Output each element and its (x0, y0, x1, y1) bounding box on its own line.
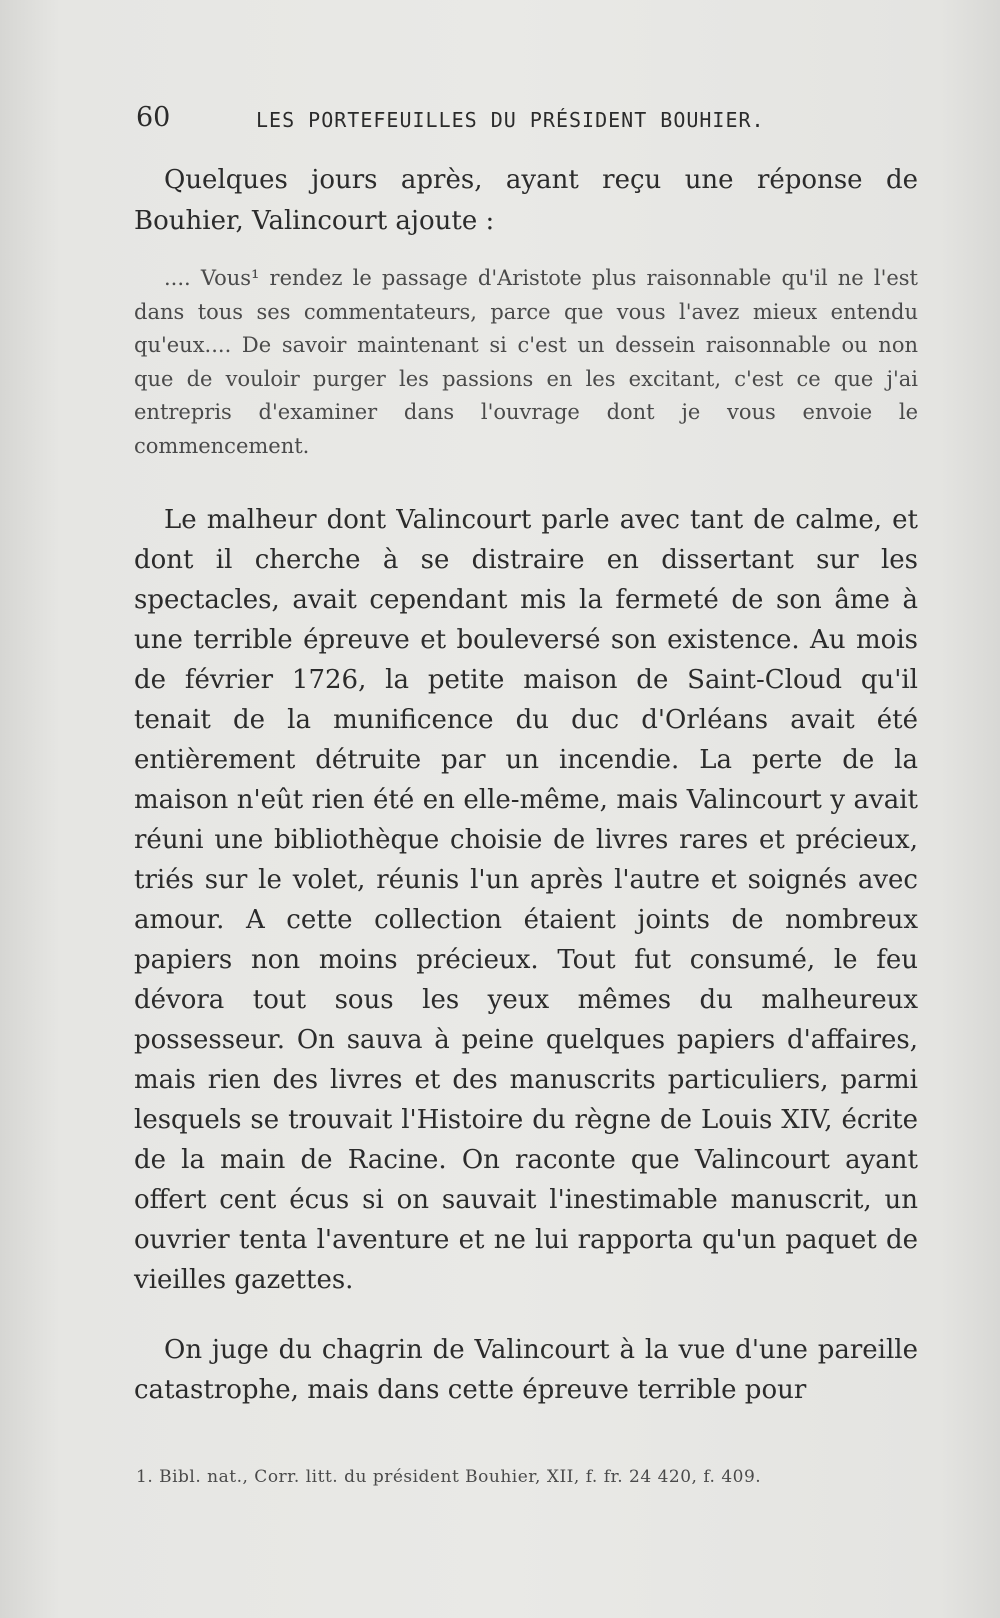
closing-paragraph: On juge du chagrin de Valincourt à la vue d'une pareille catastrophe, mais dans cette épreuve terrible pour (134, 1335, 918, 1405)
quoted-letter-excerpt: .... Vous¹ rendez le passage d'Aristote plus raisonnable qu'il ne l'est dans tous ses commentateurs, parce que vous l'avez mieux entendu qu'eux.... De savoir maintenant si c'est un dessein raisonnable ou non que de vouloir purger les passions en les excitant, c'est ce que j'ai entrepris d'examiner dans l'ouvrage dont je vous envoie le commencement. (134, 266, 918, 458)
footnote: 1. Bibl. nat., Corr. litt. du président Bouhier, XII, f. fr. 24 420, f. 409. (136, 1467, 762, 1487)
intro-paragraph: Quelques jours après, ayant reçu une réponse de Bouhier, Valincourt ajoute : (134, 165, 918, 236)
running-title: LES PORTEFEUILLES DU PRÉSIDENT BOUHIER. (256, 108, 765, 132)
page-number: 60 (136, 102, 171, 133)
main-paragraph: Le malheur dont Valincourt parle avec tant de calme, et dont il cherche à se distraire en dissertant sur les spectacles, avait cependant mis la fermeté de son âme à une terrible épreuve et bouleversé son existence. Au mois de février 1726, la petite maison de Saint-Cloud qu'il tenait de la munificence du duc d'Orléans avait été entièrement détruite par un incendie. La perte de la maison n'eût rien été en elle-même, mais Valincourt y avait réuni une bibliothèque choisie de livres rares et précieux, triés sur le volet, réunis l'un après l'autre et soignés avec amour. A cette collection étaient joints de nombreux papiers non moins précieux. Tout fut consumé, le feu dévora tout sous les yeux mêmes du malheureux possesseur. On sauva à peine quelques papiers d'affaires, mais rien des livres et des manuscrits particuliers, parmi lesquels se trouvait l'Histoire du règne de Louis XIV, écrite de la main de Racine. On raconte que Valincourt ayant offert cent écus si on sauvait l'inestimable manuscrit, un ouvrier tenta l'aventure et ne lui rapporta qu'un paquet de vieilles gazettes. (134, 505, 918, 1295)
page-header (136, 100, 866, 140)
